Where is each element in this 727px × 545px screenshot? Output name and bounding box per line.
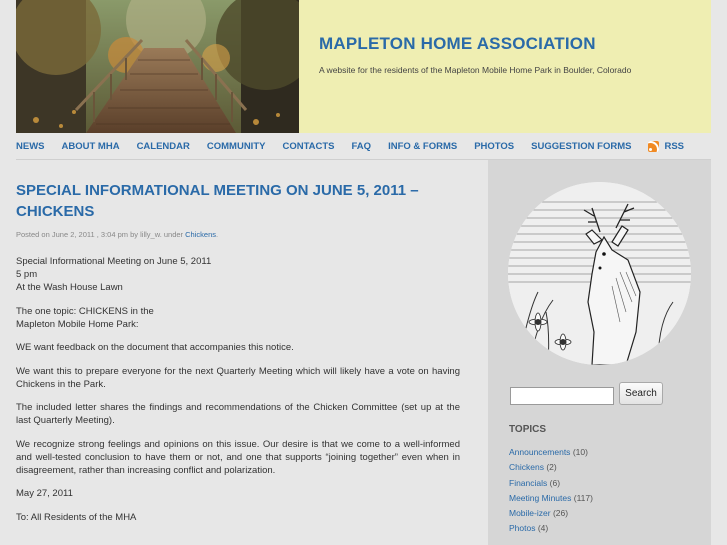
topic-link-photos[interactable]: Photos	[509, 523, 536, 534]
post-meta	[16, 230, 460, 239]
post-body	[16, 255, 460, 524]
main-content	[16, 180, 460, 534]
topic-count: (4)	[537, 523, 549, 534]
post-line: Mapleton Mobile Home Park:	[16, 318, 139, 330]
post-meta-text: Posted on June 2, 2011 , 3:04 pm by lilly_w. under	[16, 230, 186, 239]
post-line: At the Wash House Lawn	[16, 282, 123, 293]
topic-count: (10)	[572, 447, 588, 457]
topic-item	[509, 508, 593, 523]
header-band	[299, 0, 711, 133]
main-nav	[16, 133, 711, 160]
nav-suggestion-forms[interactable]: SUGGESTION FORMS	[531, 140, 632, 152]
topic-link-mobile-izer[interactable]: Mobile-izer	[509, 508, 551, 519]
post-paragraph: WE want feedback on the document that accompanies this notice.	[16, 342, 294, 353]
topics-heading: TOPICS	[509, 424, 547, 435]
topic-link-financials[interactable]: Financials	[509, 477, 548, 488]
post-paragraph: We want this to prepare everyone for the next Quarterly Meeting which will likely have a vote on having Chickens in the Park.	[16, 365, 460, 390]
post-paragraph: The included letter shares the findings and recommendations of the Chicken Committee (set up at the last Quarterly Meeting).	[16, 402, 460, 426]
topic-item	[509, 447, 593, 462]
nav-contacts[interactable]: CONTACTS	[282, 140, 335, 152]
nav-about-mha[interactable]: ABOUT MHA	[61, 140, 120, 152]
post-paragraph: To: All Residents of the MHA	[16, 511, 137, 523]
topic-item	[509, 462, 593, 477]
nav-faq[interactable]: FAQ	[351, 140, 372, 152]
nav-photos[interactable]: PHOTOS	[474, 140, 515, 152]
topics-list	[509, 447, 593, 539]
nav-community[interactable]: COMMUNITY	[206, 140, 266, 152]
topic-link-chickens[interactable]: Chickens	[509, 462, 544, 473]
topic-count: (6)	[549, 477, 561, 488]
post-line: Special Informational Meeting on June 5, 2011	[16, 256, 212, 267]
sidebar	[488, 160, 711, 545]
topic-item	[509, 493, 593, 508]
topic-count: (2)	[546, 462, 557, 473]
post-line: 5 pm	[16, 269, 38, 280]
post-paragraph: May 27, 2011	[16, 488, 73, 499]
header-bridge-photo	[16, 0, 299, 133]
post-title[interactable]: SPECIAL INFORMATIONAL MEETING ON JUNE 5, 2011 – CHICKENS	[16, 182, 419, 220]
post-paragraph	[16, 255, 460, 294]
post-paragraph: We recognize strong feelings and opinions on this issue. Our desire is that we come to a well-informed and well-tested conclusion to have them or not, and one that supports “joining together” even when in disagreement, rather than increasing conflict and polarization.	[16, 438, 460, 476]
nav-rss[interactable]	[648, 141, 684, 152]
topic-count: (117)	[573, 492, 593, 503]
post-paragraph	[16, 305, 460, 331]
search-input[interactable]	[510, 387, 614, 405]
topic-item	[509, 478, 593, 493]
deer-logo-image	[508, 182, 691, 365]
site-tagline: A website for the residents of the Mapleton Mobile Home Park in Boulder, Colorado	[319, 65, 632, 75]
nav-calendar[interactable]: CALENDAR	[136, 140, 190, 152]
site-title[interactable]: MAPLETON HOME ASSOCIATION	[319, 34, 596, 53]
search-button[interactable]: Search	[619, 382, 663, 405]
nav-news[interactable]: NEWS	[16, 140, 45, 152]
rss-icon	[648, 141, 659, 152]
topic-link-meeting-minutes[interactable]: Meeting Minutes	[509, 492, 572, 503]
nav-info-forms[interactable]: INFO & FORMS	[388, 140, 458, 152]
topic-count: (26)	[552, 508, 569, 519]
post-category-link[interactable]: Chickens	[185, 230, 216, 239]
post-meta-suffix: .	[216, 230, 219, 239]
nav-rss-label: RSS	[664, 140, 684, 152]
topic-link-announcements[interactable]: Announcements	[509, 447, 571, 457]
post-line: The one topic: CHICKENS in the	[16, 305, 154, 317]
topic-item	[509, 523, 593, 538]
